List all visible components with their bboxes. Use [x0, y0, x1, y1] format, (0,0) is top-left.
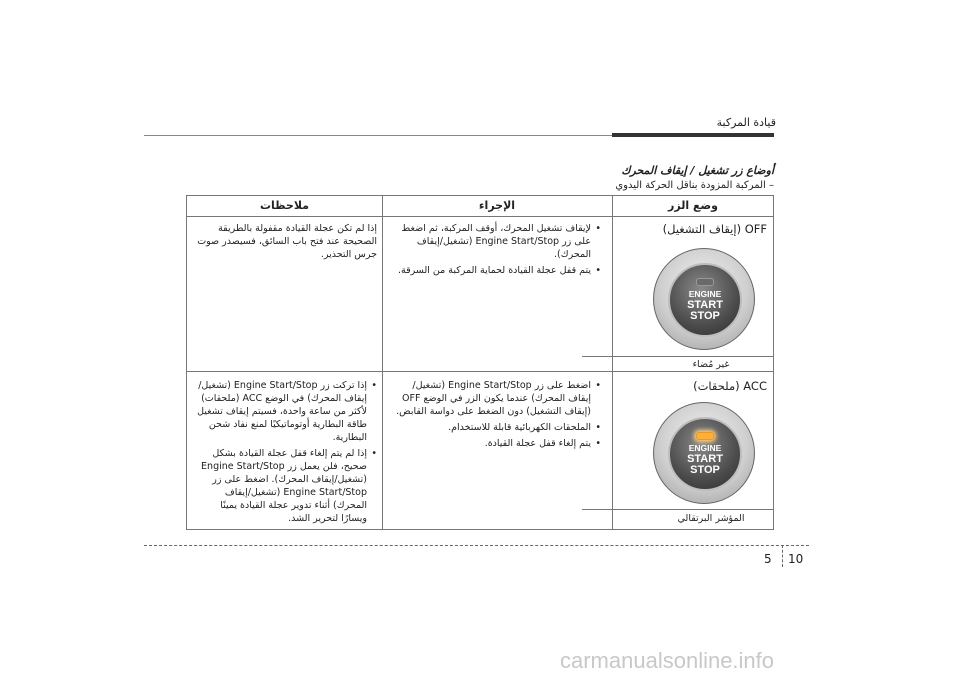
- engine-button-face: [668, 263, 742, 337]
- engine-button-acc-image: [653, 402, 755, 504]
- footer-separator: [782, 545, 783, 567]
- header-rule: [144, 135, 614, 136]
- list-item: • اضغط على زر Engine Start/Stop (تشغيل/ إيقاف المحرك) عندما يكون الزر في الوضع OFF (إيقاف التشغيل) دون الضغط على دواسة القابض.: [387, 379, 601, 418]
- header-position: وضع الزر: [668, 199, 718, 212]
- engine-button-face: [668, 417, 742, 491]
- list-item: • يتم إلغاء قفل عجلة القيادة.: [387, 437, 601, 450]
- header-notes: ملاحظات: [260, 199, 309, 212]
- row-divider: [187, 371, 773, 372]
- start-label: START: [687, 453, 723, 465]
- acc-caption: المؤشر البرتقالي: [677, 513, 745, 524]
- watermark: carmanualsonline.info: [560, 648, 775, 673]
- column-divider: [612, 196, 613, 529]
- engine-label: ENGINE: [688, 443, 722, 453]
- list-item: • لإيقاف تشغيل المحرك، أوقف المركبة، ثم اضغط على زر Engine Start/Stop (تشغيل/إيقاف المحرك).: [387, 222, 601, 261]
- footer-rule: [144, 545, 809, 546]
- caption-divider: [582, 509, 773, 510]
- indicator-lamp-icon: [696, 278, 714, 286]
- section-subtitle: – المركبة المزودة بناقل الحركة اليدوي: [615, 180, 774, 191]
- list-item: • إذا تركت زر Engine Start/Stop (تشغيل/إيقاف المحرك) في الوضع ACC (ملحقات) لأكثر من ساعة واحدة، فسيتم إيقاف تشغيل طاقة البطارية أوتوماتيكيًا لمنع نفاد شحن البطارية.: [195, 379, 377, 444]
- positions-table: [186, 195, 774, 530]
- stop-label: STOP: [690, 310, 720, 322]
- position-acc-label: ACC (ملحقات): [693, 379, 767, 393]
- start-label: START: [687, 299, 723, 311]
- page-number: 10: [788, 552, 804, 566]
- off-note: إذا لم تكن عجلة القيادة مقفولة بالطريقة الصحيحة عند فتح باب السائق، فسيصدر صوت جرس التحذير.: [197, 223, 377, 260]
- header-action: الإجراء: [478, 199, 516, 212]
- header-rule-accent: [612, 133, 774, 137]
- list-item: • الملحقات الكهربائية قابلة للاستخدام.: [387, 421, 601, 434]
- chapter-title: قيادة المركبة: [716, 116, 776, 129]
- chapter-number: 5: [764, 552, 772, 566]
- off-caption: غير مُضاء: [692, 359, 730, 370]
- caption-divider: [582, 356, 773, 357]
- stop-label: STOP: [690, 464, 720, 476]
- section-title: أوضاع زر تشغيل / إيقاف المحرك: [621, 164, 774, 177]
- engine-button-off-image: [653, 248, 755, 350]
- header-divider: [187, 216, 773, 217]
- position-off-label: OFF (إيقاف التشغيل): [662, 222, 767, 236]
- engine-label: ENGINE: [688, 289, 722, 299]
- list-item: • يتم قفل عجلة القيادة لحماية المركبة من السرقة.: [387, 264, 601, 277]
- acc-actions: [387, 379, 601, 453]
- indicator-lamp-icon: [696, 432, 714, 440]
- column-divider: [382, 196, 383, 529]
- acc-notes: [195, 379, 377, 528]
- list-item: • إذا لم يتم إلغاء قفل عجلة القيادة بشكل صحيح، فلن يعمل زر Engine Start/Stop (تشغيل/إيقاف المحرك). اضغط على زر Engine Start/Stop (تشغيل/إيقاف المحرك) أثناء تدوير عجلة القيادة يمينًا ويسارًا لتحرير الشد.: [195, 447, 377, 525]
- off-actions: [387, 222, 601, 280]
